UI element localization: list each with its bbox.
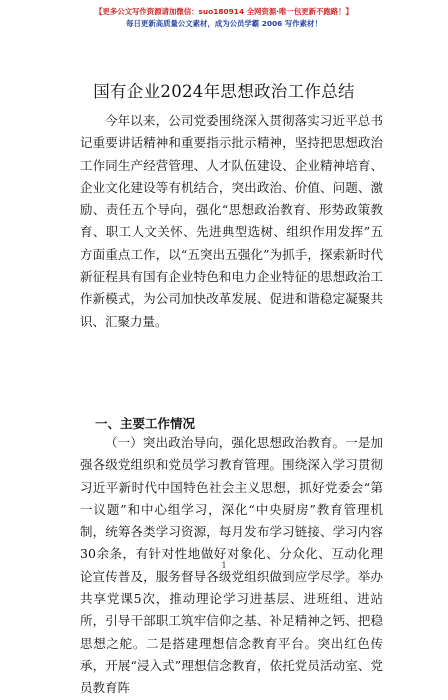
intro-paragraph: 今年以来，公司党委围绕深入贯彻落实习近平总书记重要讲话精神和重要指示批示精神，坚持把思想政治工作同生产经营管理、人才队伍建设、企业精神培育、企业文化建设等有机结合，突出政治、价值、问题、激励、责任五个导向，强化“思想政治教育、形势政策教育、职工人文关怀、先进典型选树、组织作用发挥”五方面重点工作，以“五突出五强化”为抓手，探索新时代新征程具有国有企业特色和电力企业特征的思想政治工作新模式，为公司加快改革发展、促进和谐稳定凝聚共识、汇聚力量。 bbox=[80, 113, 383, 329]
document-title: 国有企业2024年思想政治工作总结 bbox=[93, 82, 355, 101]
banner-line-2: 每日更新高质量公文素材，成为公员学霸 2006 写作素材！ bbox=[126, 19, 322, 28]
section-heading: 一、主要工作情况 bbox=[95, 416, 196, 431]
page-number: 1 bbox=[221, 561, 227, 570]
promo-banner bbox=[0, 7, 448, 29]
banner-line-1: 【更多公文写作资源请加微信：suo180914 全网资源·唯一包更新不跑路！】 bbox=[95, 7, 353, 16]
section-paragraph: （一）突出政治导向，强化思想政治教育。一是加强各级党组织和党员学习教育管理。围绕深入学习贯彻习近平新时代中国特色社会主义思想，抓好党委会“第一议题”和中心组学习，深化“中央厨房”教育管理机制，统筹各类学习资源，每月发布学习链接、学习内容30余条，有针对性地做好对象化、分众化、互动化理论宣传普及，服务督导各级党组织做到应学尽学。举办共享党课5次，推动理论学习进基层、进班组、进站所，引导干部职工筑牢信仰之基、补足精神之钙、把稳思想之舵。二是搭建理想信念教育平台。突出红色传承，开展“浸入式”理想信念教育，依托党员活动室、党员教育阵 bbox=[80, 435, 383, 696]
